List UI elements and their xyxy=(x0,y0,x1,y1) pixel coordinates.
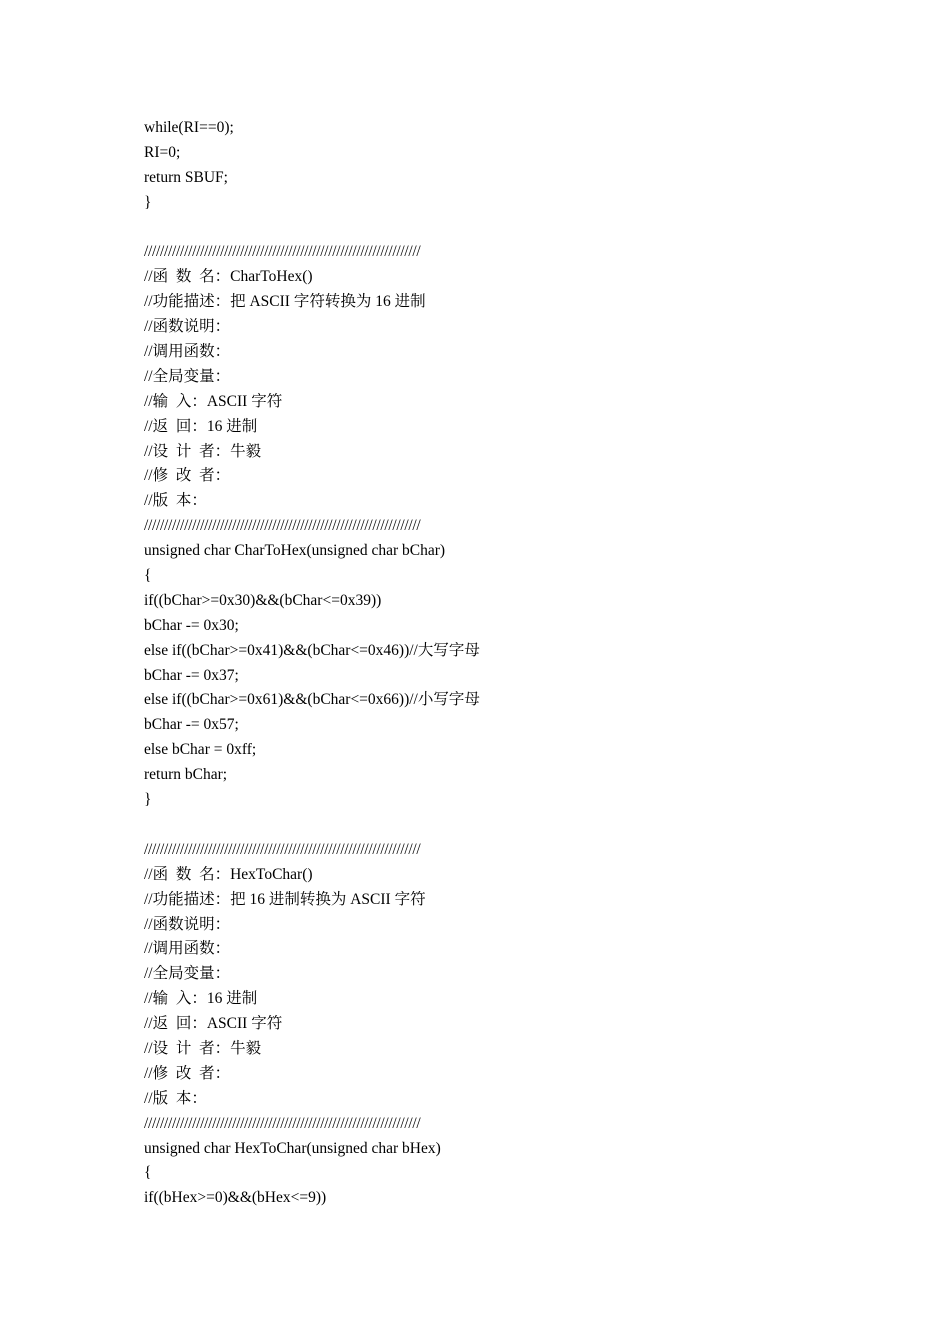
code-line: return SBUF; xyxy=(144,168,228,186)
comment-line: //返 回：16 进制 xyxy=(144,417,258,435)
comment-line: //输 入：ASCII 字符 xyxy=(144,392,283,410)
code-line: else bChar = 0xff; xyxy=(144,741,257,759)
comment-line: //调用函数： xyxy=(144,940,231,958)
comment-line: //输 入：16 进制 xyxy=(144,990,258,1008)
comment-line: //修 改 者： xyxy=(144,1064,231,1082)
code-line: } xyxy=(144,193,152,211)
code-line: else if((bChar>=0x61)&&(bChar<=0x66))//小写字母 xyxy=(144,691,480,709)
code-line: else if((bChar>=0x41)&&(bChar<=0x46))//大写字母 xyxy=(144,641,480,659)
comment-line: //函 数 名：CharToHex() xyxy=(144,268,313,286)
code-line: bChar -= 0x57; xyxy=(144,716,239,734)
comment-line: //返 回：ASCII 字符 xyxy=(144,1015,283,1033)
code-line: bChar -= 0x30; xyxy=(144,616,239,634)
blank-line xyxy=(144,216,844,241)
separator-line: ///////////////////////////////////////////////////////////////////// xyxy=(144,243,421,261)
code-line: RI=0; xyxy=(144,143,181,161)
code-line: unsigned char HexToChar(unsigned char bHex) xyxy=(144,1139,441,1157)
comment-line: //功能描述：把 ASCII 字符转换为 16 进制 xyxy=(144,293,426,311)
comment-line: //设 计 者：牛毅 xyxy=(144,1039,262,1057)
comment-line: //全局变量： xyxy=(144,367,231,385)
comment-line: //调用函数： xyxy=(144,343,231,361)
code-line: { xyxy=(144,567,152,585)
code-line: { xyxy=(144,1164,152,1182)
comment-line: //设 计 者：牛毅 xyxy=(144,442,262,460)
code-line: while(RI==0); xyxy=(144,119,234,136)
separator-line: ///////////////////////////////////////////////////////////////////// xyxy=(144,840,421,858)
comment-line: //版 本： xyxy=(144,492,207,510)
code-line: } xyxy=(144,791,152,809)
code-line: return bChar; xyxy=(144,766,228,784)
code-line: bChar -= 0x37; xyxy=(144,666,239,684)
separator-line: ///////////////////////////////////////////////////////////////////// xyxy=(144,1114,421,1132)
code-listing xyxy=(144,116,844,1211)
code-line: if((bHex>=0)&&(bHex<=9)) xyxy=(144,1189,327,1207)
comment-line: //函 数 名：HexToChar() xyxy=(144,865,313,883)
comment-line: //函数说明： xyxy=(144,318,231,336)
comment-line: //修 改 者： xyxy=(144,467,231,485)
blank-line xyxy=(144,813,844,838)
comment-line: //函数说明： xyxy=(144,915,231,933)
comment-line: //功能描述：把 16 进制转换为 ASCII 字符 xyxy=(144,890,426,908)
code-line: unsigned char CharToHex(unsigned char bChar) xyxy=(144,542,446,560)
code-line: if((bChar>=0x30)&&(bChar<=0x39)) xyxy=(144,591,382,609)
comment-line: //全局变量： xyxy=(144,965,231,983)
comment-line: //版 本： xyxy=(144,1089,207,1107)
separator-line: ///////////////////////////////////////////////////////////////////// xyxy=(144,517,421,535)
